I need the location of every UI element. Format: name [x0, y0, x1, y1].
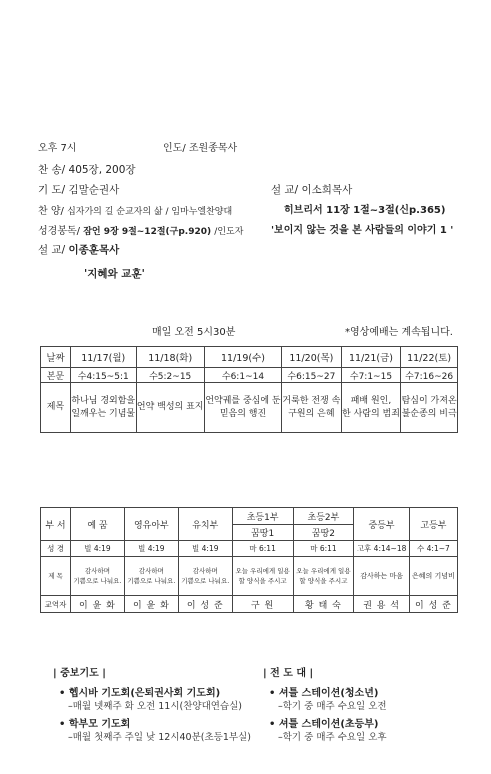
evangelism-item-title: • 셔틀 스테이션(청소년)	[269, 688, 379, 699]
sermon2-title: '보이지 않는 것을 본 사람들의 이야기 1 '	[271, 225, 454, 236]
evangelism-item-sub: –학기 중 매주 수요일 오후	[278, 732, 387, 743]
daily-topic-cell: 하나님 경외함을 일깨우는 기념물	[71, 383, 137, 433]
dept-name: 고등부	[409, 508, 457, 541]
dept-name: 초등1부	[232, 508, 293, 525]
dept-teacher-row	[41, 596, 458, 613]
daily-header-cell: 11/18(화)	[136, 347, 204, 368]
dept-subname: 꿈땅2	[293, 525, 354, 541]
daily-topic-cell: 패배 원인, 한 사람의 범죄	[341, 383, 401, 433]
dept-teacher-cell: 권 용 석	[354, 596, 410, 613]
prayer-item-sub: –매월 넷째주 화 오전 11시(찬양대연습실)	[68, 701, 242, 712]
sermon2-preacher: 이소희목사	[301, 184, 353, 196]
daily-header-row	[41, 347, 458, 368]
sermon-title: '지혜와 교훈'	[84, 268, 145, 280]
dept-name: 예 꿈	[71, 508, 125, 541]
order-value: 잠언 9장 9절~12절(구p.920)	[83, 227, 212, 237]
dept-text-cell: 마 6:11	[232, 541, 293, 557]
dept-teacher-cell: 이 윤 화	[71, 596, 125, 613]
daily-text-cell: 수5:2~15	[136, 368, 204, 383]
sermon2-row	[271, 182, 352, 197]
evangelism-heading: | 전 도 대 |	[263, 668, 314, 679]
dept-text-cell: 빌 4:19	[178, 541, 232, 557]
department-table	[40, 507, 458, 613]
dept-name: 영유아부	[124, 508, 178, 541]
daily-schedule-table	[40, 346, 458, 433]
dept-text-cell: 마 6:11	[293, 541, 354, 557]
prayer-heading: | 중보기도 |	[53, 668, 106, 679]
dept-teacher-cell: 이 윤 화	[124, 596, 178, 613]
dept-name: 유치부	[178, 508, 232, 541]
order-label: 찬 양/	[38, 206, 64, 217]
daily-text-row	[41, 368, 458, 383]
daily-topic-cell: 탐심이 가져온 불순종의 비극	[401, 383, 458, 433]
order-label: 기 도/	[38, 184, 66, 196]
dept-name: 초등2부	[293, 508, 354, 525]
dept-label: 교역자	[41, 596, 71, 613]
dept-topic-cell: 은혜의 기념비	[409, 557, 457, 596]
dept-text-row	[41, 541, 458, 557]
evangelism-item-title: • 셔틀 스테이션(초등부)	[269, 719, 379, 730]
prayer-item-title: • 학부모 기도회	[59, 719, 131, 730]
daily-text-cell: 수6:1~14	[204, 368, 281, 383]
dept-topic-cell: 감사하며 기쁨으로 나눠요.	[178, 557, 232, 596]
order-label: 찬 송/	[38, 164, 66, 176]
order-label: 성경봉독/	[38, 226, 81, 237]
sermon2-label: 설 교/	[271, 184, 299, 196]
dept-text-cell: 빌 4:19	[124, 541, 178, 557]
daily-header-cell: 11/20(목)	[282, 347, 342, 368]
daily-text-cell: 수7:1~15	[341, 368, 401, 383]
order-value: 이종훈목사	[68, 244, 120, 256]
dept-teacher-cell: 구 원	[232, 596, 293, 613]
dept-teacher-cell: 황 태 숙	[293, 596, 354, 613]
daily-header-cell: 11/21(금)	[341, 347, 401, 368]
dept-teacher-cell: 이 성 준	[178, 596, 232, 613]
daily-topic-cell: 언약궤를 중심에 둔 믿음의 행진	[204, 383, 281, 433]
dept-topic-cell: 감사하며 기쁨으로 나눠요.	[71, 557, 125, 596]
daily-text-cell: 수6:15~27	[282, 368, 342, 383]
order-value: 김말순권사	[68, 184, 120, 196]
evangelism-item-sub: –학기 중 매주 수요일 오전	[278, 701, 387, 712]
daily-time: 매일 오전 5시30분	[152, 327, 236, 338]
dept-subname: 꿈땅1	[232, 525, 293, 541]
order-suffix: /인도자	[214, 227, 244, 237]
prayer-item-title: • 헵시바 기도회(은퇴권사회 기도회)	[59, 688, 221, 699]
order-row-hymn	[38, 162, 136, 177]
daily-text-cell: 수7:16~26	[401, 368, 458, 383]
dept-label: 부 서	[41, 508, 71, 541]
daily-topic-cell: 거룩한 전쟁 속 구원의 은혜	[282, 383, 342, 433]
dept-text-cell: 빌 4:19	[71, 541, 125, 557]
dept-label: 제 목	[41, 557, 71, 596]
daily-note: *영상예배는 계속됩니다.	[345, 327, 453, 338]
dept-label: 성 경	[41, 541, 71, 557]
order-row-reading	[38, 222, 243, 237]
daily-topic-row	[41, 383, 458, 433]
order-row-prayer	[38, 182, 119, 197]
order-row-praise	[38, 202, 232, 217]
dept-topic-row	[41, 557, 458, 596]
service-leader: 인도/ 조원종목사	[163, 143, 238, 154]
order-label: 설 교/	[38, 244, 66, 256]
order-row-sermon	[38, 242, 119, 257]
daily-header-cell: 11/19(수)	[204, 347, 281, 368]
service-time: 오후 7시	[38, 143, 77, 154]
dept-header-row	[41, 508, 458, 525]
dept-teacher-cell: 이 성 준	[409, 596, 457, 613]
sermon2-passage: 히브리서 11장 1절~3절(신p.365)	[284, 205, 446, 216]
daily-topic-cell: 제목	[41, 383, 71, 433]
order-value: 405장, 200장	[68, 164, 136, 176]
dept-topic-cell: 오늘 우리에게 일용 할 양식을 주시고	[293, 557, 354, 596]
order-value: 십자가의 길 순교자의 삶 / 임마누엘찬양대	[67, 207, 233, 217]
daily-header-cell: 날짜	[41, 347, 71, 368]
daily-header-cell: 11/17(월)	[71, 347, 137, 368]
daily-text-cell: 수4:15~5:1	[71, 368, 137, 383]
daily-topic-cell: 언약 백성의 표지	[136, 383, 204, 433]
dept-text-cell: 수 4:1~7	[409, 541, 457, 557]
dept-name: 중등부	[354, 508, 410, 541]
daily-text-cell: 본문	[41, 368, 71, 383]
prayer-item-sub: –매월 첫째주 주일 낮 12시40분(초등1부실)	[68, 732, 251, 743]
dept-text-cell: 고후 4:14~18	[354, 541, 410, 557]
dept-topic-cell: 오늘 우리에게 일용 할 양식을 주시고	[232, 557, 293, 596]
dept-topic-cell: 감사하는 마음	[354, 557, 410, 596]
daily-header-cell: 11/22(토)	[401, 347, 458, 368]
dept-topic-cell: 감사하며 기쁨으로 나눠요.	[124, 557, 178, 596]
